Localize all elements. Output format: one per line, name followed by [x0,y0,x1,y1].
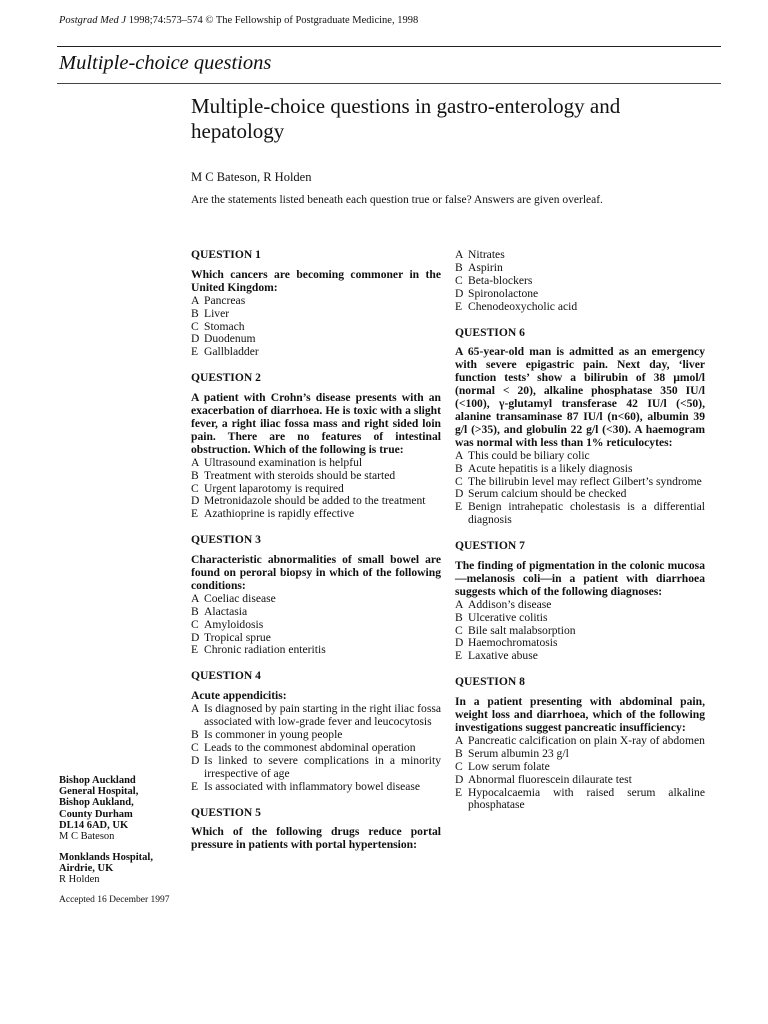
option-text: Is linked to severe complications in a minority irrespective of age [204,753,441,780]
option-list [191,593,441,658]
option-text: Treatment with steroids should be started [204,468,396,482]
journal-name: Postgrad Med J [59,15,127,26]
question-heading: QUESTION 8 [455,675,525,689]
affiliation-line: Bishop Aukland, [59,797,134,809]
section-rule [57,83,721,84]
option-text: Abnormal fluorescein dilaurate test [468,772,632,786]
question-block [455,676,705,812]
option-text: Alactasia [204,604,248,618]
option-letter: B [191,306,199,320]
question-heading: QUESTION 1 [191,248,261,261]
option-text: Ultrasound examination is helpful [204,455,363,469]
option-text: The bilirubin level may reflect Gilbert’s syndrome [468,474,702,488]
question-block [191,249,441,359]
question-block [191,670,441,793]
option-text: Amyloidosis [204,617,264,631]
option-letter: D [455,487,464,501]
option-text: Stomach [204,319,245,333]
option-letter: E [191,507,199,521]
option-letter: B [455,746,463,760]
option-list [191,457,441,522]
intro-text: Are the statements listed beneath each question true or false? Answers are given overleaf. [191,194,603,206]
option-letter: B [455,461,463,475]
accepted-date: Accepted 16 December 1997 [59,895,170,905]
option-text: Urgent laparotomy is required [204,481,344,495]
option-text: Haemochromatosis [468,636,558,650]
option-text: Leads to the commonest abdominal operation [204,740,416,754]
option-letter: B [455,260,463,274]
option-text: Benign intrahepatic cholestasis is a differential diagnosis [468,500,705,527]
option-letter: E [455,299,463,313]
affiliation-line: County Durham [59,808,133,820]
option-text: Serum albumin 23 g/l [468,746,569,760]
option-list [191,703,441,793]
option-text: Is commoner in young people [204,728,343,741]
answer-option [191,703,441,729]
question-block [455,327,705,528]
answer-option [455,650,705,663]
option-text: Hypocalcaemia with raised serum alkaline phosphatase [468,785,705,812]
option-letter: A [455,733,464,747]
question-block [455,249,705,314]
option-letter: C [455,759,463,773]
left-column [191,249,441,865]
affiliation-person: M C Bateson [59,831,115,843]
option-letter: B [191,728,199,741]
option-text: Beta-blockers [468,273,533,287]
option-text: Acute hepatitis is a likely diagnosis [468,461,633,475]
option-text: Low serum folate [468,759,550,773]
question-heading: QUESTION 6 [455,325,525,339]
option-text: Azathioprine is rapidly effective [204,507,355,521]
option-letter: A [455,448,464,462]
option-text: Spironolactone [468,286,539,300]
section-title: Multiple-choice questions [59,52,272,74]
option-text: This could be biliary colic [468,448,590,462]
option-letter: E [455,500,463,514]
question-heading: QUESTION 7 [455,539,525,553]
option-list [455,450,705,527]
answer-option [191,508,441,521]
question-stem: In a patient presenting with abdominal pain, weight loss and diarrhoea, which of the following investigations suggest pancreatic insufficiency: [455,695,705,734]
option-letter: E [191,345,199,359]
option-list [455,249,705,314]
affiliation-line: Bishop Auckland [59,775,136,786]
answer-option [191,346,441,359]
answer-option [191,755,441,781]
answer-option [455,787,705,813]
option-letter: A [191,455,200,469]
question-stem: Which of the following drugs reduce portal pressure in patients with portal hypertension: [191,825,441,852]
question-stem: Characteristic abnormalities of small bowel are found on peroral biopsy in which of the following conditions: [191,553,441,592]
affiliation-line: DL14 6AD, UK [59,819,129,831]
option-letter: E [455,785,463,799]
question-block [191,372,441,521]
running-header [59,15,418,26]
option-letter: D [455,772,464,786]
question-stem: A patient with Crohn’s disease presents with an exacerbation of diarrhoea. He is toxic with a slight fever, a right iliac fossa mass and right sided loin pain. There are no features of intestinal obstruction. Which of the following is true: [191,391,441,456]
option-text: Liver [204,306,230,320]
option-text: Tropical sprue [204,630,271,644]
option-letter: D [455,636,464,650]
article-title: Multiple-choice questions in gastro-enterology and hepatology [191,94,621,143]
answer-option [191,644,441,657]
option-text: Aspirin [468,260,503,274]
question-block [191,807,441,853]
question-heading: QUESTION 4 [191,669,261,683]
option-letter: E [191,779,199,793]
affiliation-holden [59,852,179,886]
option-letter: A [455,597,464,611]
option-letter: C [455,273,463,287]
question-stem: A 65-year-old man is admitted as an emergency with severe epigastric pain. Next day, ‘liver function tests’ show a bilirubin of 38 µmol/l (normal < 20), alkaline phosphatase 350 IU/l (<100), γ-glutamyl transferase 42 IU/l (<50), alanine transaminase 87 IU/l (n<60), albumin 39 g/l (>35), and globulin 22 g/l (<30). A haemogram was normal with less than 1% reticulocytes: [455,345,705,449]
option-letter: D [191,332,200,346]
option-letter: A [455,248,464,261]
option-text: Chronic radiation enteritis [204,643,326,657]
question-stem: The finding of pigmentation in the colonic mucosa—melanosis coli—in a patient with diarrhoea suggests which of the following diagnoses: [455,559,705,598]
option-list [191,295,441,360]
affiliation-line: Airdrie, UK [59,863,114,875]
authors: M C Bateson, R Holden [191,170,312,184]
option-letter: C [191,617,199,631]
option-letter: B [191,604,199,618]
top-rule [57,46,721,47]
option-text: Ulcerative colitis [468,610,548,624]
answer-option [191,781,441,794]
question-heading: QUESTION 5 [191,805,261,819]
option-letter: C [191,319,199,333]
option-text: Pancreas [204,293,246,307]
option-letter: A [191,702,200,716]
option-text: Is associated with inflammatory bowel disease [204,779,421,793]
question-block [191,534,441,657]
answer-option [455,301,705,314]
affiliation-line: Monklands Hospital, [59,852,153,863]
option-letter: C [455,623,463,637]
option-text: Pancreatic calcification on plain X-ray of abdomen [468,733,705,747]
option-text: Serum calcium should be checked [468,487,627,501]
option-text: Duodenum [204,332,256,346]
right-column [455,249,705,825]
option-text: Chenodeoxycholic acid [468,299,578,313]
option-letter: D [191,753,200,767]
option-letter: B [191,468,199,482]
option-letter: E [455,649,463,663]
option-text: Is diagnosed by pain starting in the right iliac fossa associated with low-grade fever and leucocytosis [204,702,441,729]
option-text: Bile salt malabsorption [468,623,576,637]
option-letter: A [191,293,200,307]
option-text: Addison’s disease [468,597,552,611]
option-letter: A [191,591,200,605]
question-block [455,540,705,663]
option-text: Coeliac disease [204,591,276,605]
option-letter: D [455,286,464,300]
question-stem: Acute appendicitis: [191,689,287,703]
affiliation-bateson [59,775,179,842]
answer-option [455,501,705,527]
option-text: Nitrates [468,248,505,261]
option-letter: E [191,643,199,657]
citation: 1998;74:573–574 © The Fellowship of Postgraduate Medicine, 1998 [128,15,419,26]
option-letter: C [455,474,463,488]
question-stem: Which cancers are becoming commoner in the United Kingdom: [191,267,441,294]
option-text: Laxative abuse [468,649,538,663]
option-list [455,599,705,664]
option-letter: C [191,740,199,754]
affiliation-line: General Hospital, [59,786,139,798]
question-heading: QUESTION 3 [191,533,261,547]
option-letter: D [191,630,200,644]
option-letter: B [455,610,463,624]
option-text: Gallbladder [204,345,259,359]
option-letter: D [191,494,200,508]
option-list [455,735,705,812]
question-heading: QUESTION 2 [191,371,261,385]
option-text: Metronidazole should be added to the treatment [204,494,426,508]
option-letter: C [191,481,199,495]
affiliation-person: R Holden [59,874,100,886]
